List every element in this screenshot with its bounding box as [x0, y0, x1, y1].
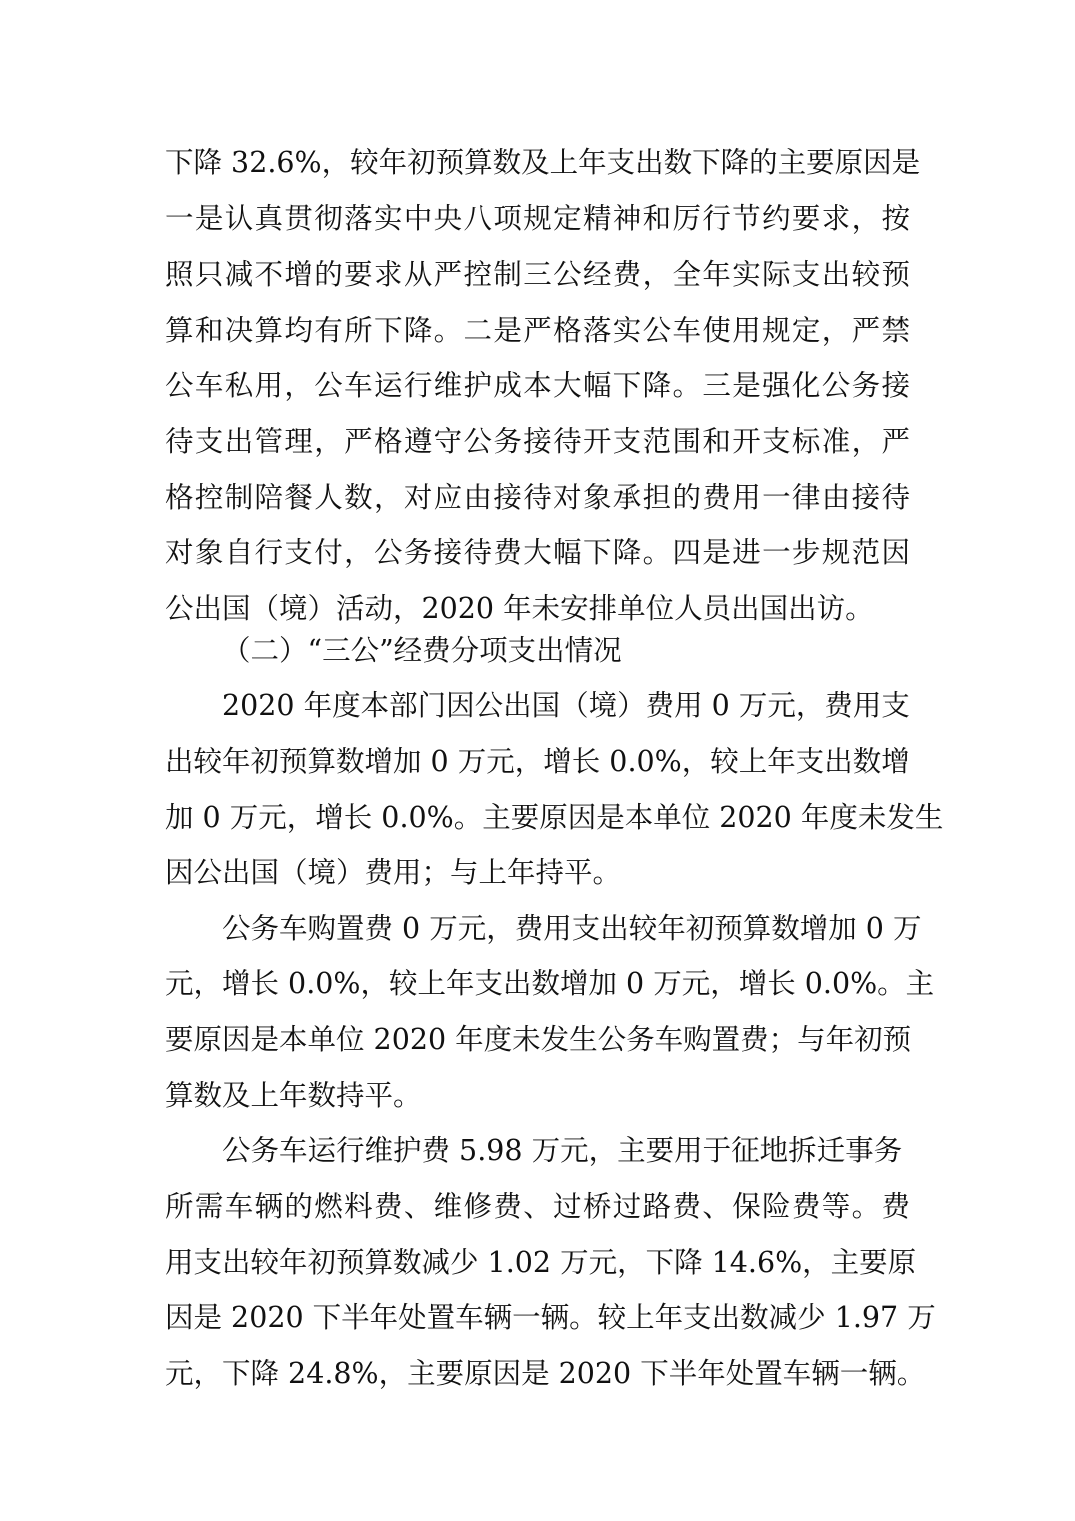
text-line: 算数及上年数持平。	[165, 1079, 422, 1112]
text-line: 对象自行支付，公务接待费大幅下降。四是进一步规范因	[165, 536, 910, 569]
text-line: 公出国（境）活动，2020 年未安排单位人员出国出访。	[165, 592, 874, 625]
text-line: 所需车辆的燃料费、维修费、过桥过路费、保险费等。费	[165, 1190, 910, 1223]
text-line: 下降 32.6%，较年初预算数及上年支出数下降的主要原因是	[165, 146, 921, 179]
text-line: 用支出较年初预算数减少 1.02 万元，下降 14.6%，主要原	[165, 1246, 917, 1279]
text-line: 元，增长 0.0%，较上年支出数增加 0 万元，增长 0.0%。主	[165, 967, 935, 1000]
text-line: 2020 年度本部门因公出国（境）费用 0 万元，费用支	[222, 689, 910, 722]
text-line: 要原因是本单位 2020 年度未发生公务车购置费；与年初预	[165, 1023, 912, 1056]
text-line: 算和决算均有所下降。二是严格落实公车使用规定，严禁	[165, 314, 910, 347]
text-line: 因是 2020 下半年处置车辆一辆。较上年支出数减少 1.97 万	[165, 1301, 936, 1334]
text-line: 照只减不增的要求从严控制三公经费，全年实际支出较预	[165, 258, 910, 291]
text-line: 公务车运行维护费 5.98 万元，主要用于征地拆迁事务	[222, 1134, 903, 1167]
text-line: 出较年初预算数增加 0 万元，增长 0.0%，较上年支出数增	[165, 745, 910, 778]
text-line: 公务车购置费 0 万元，费用支出较年初预算数增加 0 万	[222, 912, 922, 945]
text-line: 因公出国（境）费用；与上年持平。	[165, 856, 622, 889]
section-heading: （二）“三公”经费分项支出情况	[222, 634, 622, 667]
text-line: 加 0 万元，增长 0.0%。主要原因是本单位 2020 年度未发生	[165, 801, 944, 834]
text-line: 元，下降 24.8%，主要原因是 2020 下半年处置车辆一辆。	[165, 1357, 926, 1390]
text-line: 一是认真贯彻落实中央八项规定精神和厉行节约要求，按	[165, 202, 910, 235]
text-line: 公车私用，公车运行维护成本大幅下降。三是强化公务接	[165, 369, 910, 402]
text-line: 待支出管理，严格遵守公务接待开支范围和开支标准，严	[165, 425, 910, 458]
text-line: 格控制陪餐人数，对应由接待对象承担的费用一律由接待	[165, 481, 910, 514]
